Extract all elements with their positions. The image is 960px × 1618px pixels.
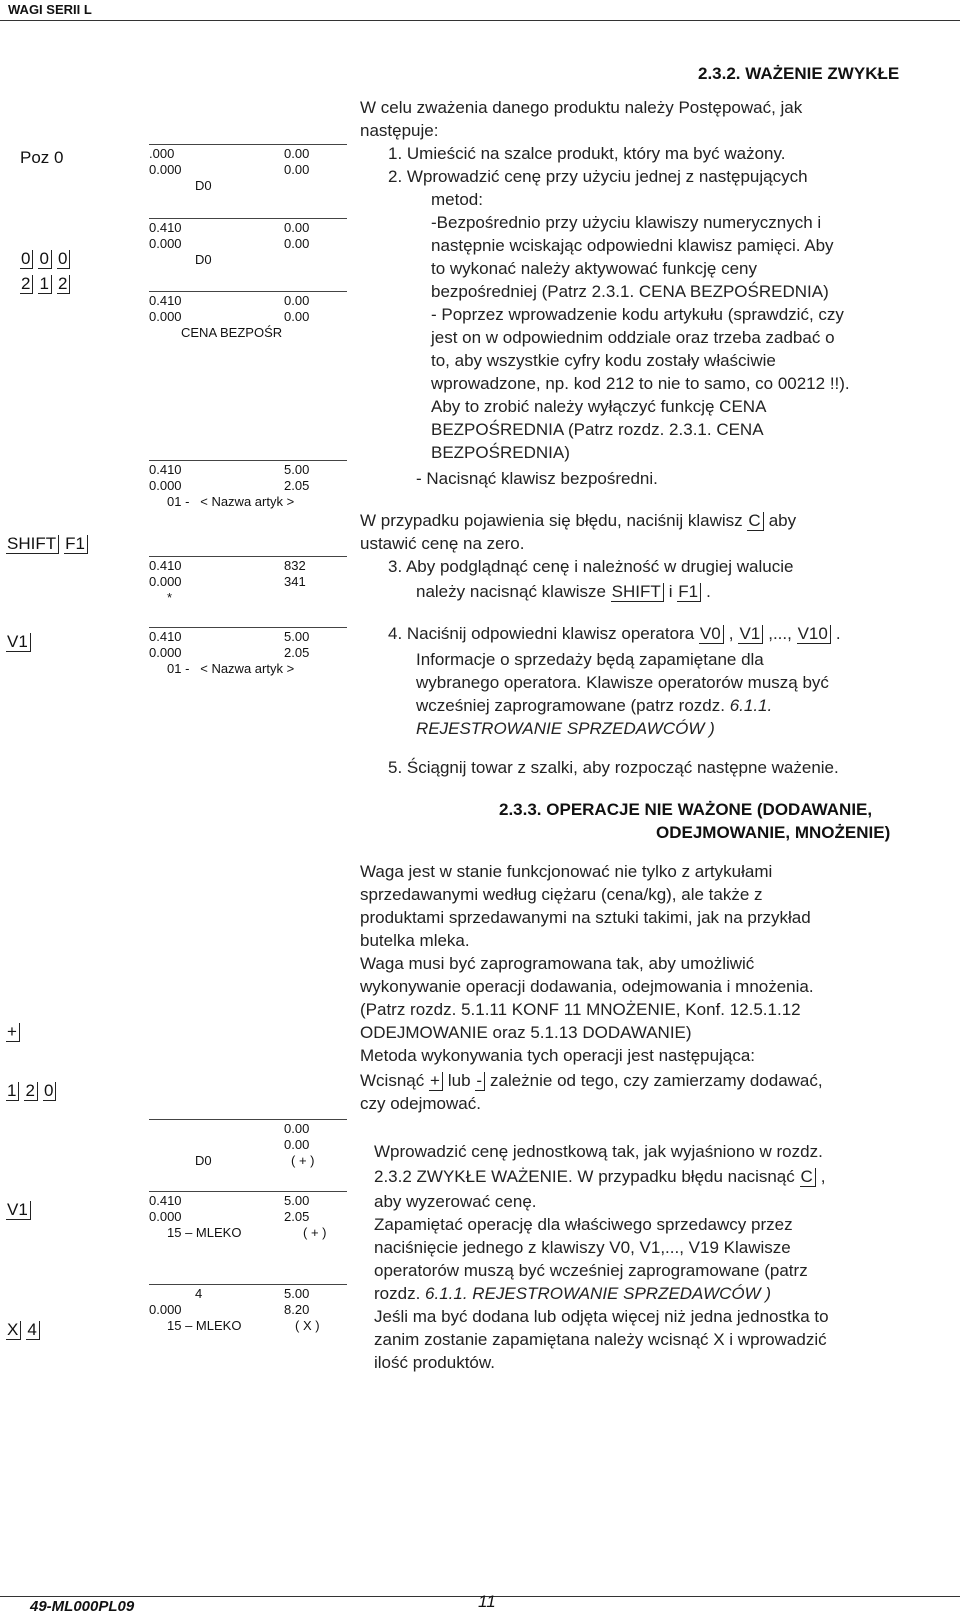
key-v10: V10 bbox=[797, 625, 831, 644]
display-1 bbox=[149, 144, 347, 194]
key-plus: + bbox=[429, 1072, 443, 1091]
text-fragment: Wcisnąć bbox=[360, 1071, 425, 1090]
key-f1: F1 bbox=[677, 583, 701, 602]
display-value: 0.000 bbox=[149, 1209, 182, 1224]
text-line: Jeśli ma być dodana lub odjęta więcej niż jedna jednostka to bbox=[374, 1307, 829, 1326]
text-line: Waga jest w stanie funkcjonować nie tylko z artykułami bbox=[360, 862, 773, 881]
display-9 bbox=[149, 1284, 347, 1334]
key-1: 1 bbox=[6, 1082, 19, 1101]
display-mode: ( + ) bbox=[291, 1153, 315, 1168]
keys-plus bbox=[6, 1022, 25, 1042]
key-0: 0 bbox=[20, 250, 33, 269]
keys-x4 bbox=[6, 1320, 45, 1340]
key-2: 2 bbox=[24, 1082, 37, 1101]
text-line: 2.3.2 ZWYKŁE WAŻENIE. W przypadku błędu nacisnąć C , bbox=[374, 1167, 826, 1186]
text-fragment: 2.3.2 ZWYKŁE WAŻENIE. W przypadku błędu nacisnąć bbox=[374, 1167, 795, 1186]
keys-v1-a bbox=[6, 632, 36, 652]
display-value: 0.410 bbox=[149, 629, 182, 644]
display-value: 5.00 bbox=[284, 1193, 310, 1208]
keys-120 bbox=[6, 1081, 61, 1101]
text-line: Metoda wykonywania tych operacji jest następująca: bbox=[360, 1046, 755, 1065]
display-value: 0.410 bbox=[149, 558, 182, 573]
display-7 bbox=[149, 1119, 347, 1169]
display-caption: D0 bbox=[195, 1153, 212, 1168]
text-line: 1. Umieścić na szalce produkt, który ma być ważony. bbox=[388, 144, 786, 163]
keys-000 bbox=[20, 249, 75, 269]
text-line: wprowadzone, np. kod 212 to nie to samo, co 00212 !!). bbox=[431, 374, 850, 393]
key-2: 2 bbox=[57, 275, 70, 294]
text-line: BEZPOŚREDNIA) bbox=[431, 443, 570, 462]
display-value: 2.05 bbox=[284, 478, 310, 493]
text-line: - Nacisnąć klawisz bezpośredni. bbox=[416, 469, 658, 488]
display-value: .000 bbox=[149, 146, 175, 161]
display-value: 0.00 bbox=[284, 1121, 310, 1136]
text-line: następuje: bbox=[360, 121, 439, 140]
display-value: 5.00 bbox=[284, 462, 310, 477]
text-line: operatorów muszą być wcześniej zaprogramowane (patrz bbox=[374, 1261, 808, 1280]
display-value: 0.410 bbox=[149, 1193, 182, 1208]
text-line: aby wyzerować cenę. bbox=[374, 1192, 537, 1211]
text-line: Zapamiętać operację dla właściwego sprzedawcy przez bbox=[374, 1215, 793, 1234]
text-line: BEZPOŚREDNIA (Patrz rozdz. 2.3.1. CENA bbox=[431, 420, 764, 439]
display-3 bbox=[149, 291, 347, 341]
display-value: 0.00 bbox=[284, 309, 310, 324]
display-value: 0.00 bbox=[284, 236, 310, 251]
key-shift: SHIFT bbox=[611, 583, 664, 602]
keys-212 bbox=[20, 274, 75, 294]
key-v1: V1 bbox=[738, 625, 763, 644]
keys-shift-f1 bbox=[6, 534, 93, 554]
display-2 bbox=[149, 218, 347, 268]
display-value: 0.000 bbox=[149, 162, 182, 177]
text-line: Wprowadzić cenę jednostkową tak, jak wyjaśniono w rozdz. bbox=[374, 1142, 823, 1161]
text-line bbox=[360, 1069, 823, 1092]
display-caption: CENA BEZPOŚR bbox=[181, 325, 283, 340]
display-value: 5.00 bbox=[284, 629, 310, 644]
key-f1: F1 bbox=[64, 535, 88, 554]
text-line bbox=[416, 694, 772, 717]
text-line bbox=[360, 509, 796, 532]
display-5 bbox=[149, 556, 347, 606]
display-value: 0.00 bbox=[284, 293, 310, 308]
display-value: 0.000 bbox=[149, 574, 182, 589]
text-line: Informacje o sprzedaży będą zapamiętane dla bbox=[416, 650, 764, 669]
text-line: sprzedawanymi według ciężaru (cena/kg), ale także z bbox=[360, 885, 763, 904]
display-value: 0.000 bbox=[149, 309, 182, 324]
text-line: butelka mleka. bbox=[360, 931, 470, 950]
section-233-title: 2.3.3. OPERACJE NIE WAŻONE (DODAWANIE, bbox=[499, 800, 873, 819]
text-line: W celu zważenia danego produktu należy Postępować, jak bbox=[360, 98, 803, 117]
display-caption: D0 bbox=[195, 252, 212, 267]
key-x: X bbox=[6, 1321, 21, 1340]
key-v0: V0 bbox=[699, 625, 724, 644]
key-plus: + bbox=[6, 1023, 20, 1042]
display-value: 0.000 bbox=[149, 1302, 182, 1317]
display-value: 0.00 bbox=[284, 220, 310, 235]
display-caption: 15 – MLEKO bbox=[167, 1318, 242, 1333]
display-value: 0.00 bbox=[284, 162, 310, 177]
header-title: WAGI SERII L bbox=[8, 2, 92, 17]
text-line: (Patrz rozdz. 5.1.11 KONF 11 MNOŻENIE, Konf. 12.5.1.12 bbox=[360, 1000, 801, 1019]
footer-doc-code: 49-ML000PL09 bbox=[30, 1598, 135, 1615]
text-line: następnie wciskając odpowiedni klawisz pamięci. Aby bbox=[431, 236, 834, 255]
text-line: ustawić cenę na zero. bbox=[360, 534, 525, 553]
text-line bbox=[374, 1282, 771, 1305]
text-fragment: i bbox=[668, 582, 673, 601]
display-value: 0.000 bbox=[149, 236, 182, 251]
text-line: - Poprzez wprowadzenie kodu artykułu (sprawdzić, czy bbox=[431, 305, 844, 324]
text-line: 5. Ściągnij towar z szalki, aby rozpocząć następne ważenie. bbox=[388, 758, 839, 777]
text-fragment: zależnie od tego, czy zamierzamy dodawać, bbox=[490, 1071, 823, 1090]
key-0: 0 bbox=[38, 250, 51, 269]
display-4 bbox=[149, 460, 347, 510]
display-caption: 01 - < Nazwa artyk > bbox=[167, 494, 295, 509]
text-fragment: 4. Naciśnij odpowiedni klawisz operatora bbox=[388, 624, 695, 643]
keys-v1-b bbox=[6, 1200, 36, 1220]
key-1: 1 bbox=[38, 275, 51, 294]
text-line: bezpośredniej (Patrz 2.3.1. CENA BEZPOŚREDNIA) bbox=[431, 282, 829, 301]
display-8 bbox=[149, 1191, 347, 1241]
display-caption: 15 – MLEKO bbox=[167, 1225, 242, 1240]
text-fragment: 6.1.1. REJESTROWANIE SPRZEDAWCÓW ) bbox=[425, 1284, 772, 1303]
text-line: 2. Wprowadzić cenę przy użyciu jednej z następujących bbox=[388, 167, 808, 186]
text-line: należy nacisnąć klawisze SHIFT i F1 . bbox=[416, 582, 711, 601]
display-mode: ( + ) bbox=[303, 1225, 327, 1240]
text-fragment: rozdz. bbox=[374, 1284, 421, 1303]
text-line: wykonywanie operacji dodawania, odejmowania i mnożenia. bbox=[360, 977, 814, 996]
display-value: 5.00 bbox=[284, 1286, 310, 1301]
key-4: 4 bbox=[26, 1321, 39, 1340]
display-caption: 01 - < Nazwa artyk > bbox=[167, 661, 295, 676]
poz-label: Poz 0 bbox=[20, 148, 64, 167]
text-fragment: W przypadku pojawienia się błędu, naciśnij klawisz bbox=[360, 511, 743, 530]
display-value: 0.000 bbox=[149, 645, 182, 660]
text-line: metod: bbox=[431, 190, 483, 209]
display-value: 0.410 bbox=[149, 220, 182, 235]
text-line: REJESTROWANIE SPRZEDAWCÓW ) bbox=[416, 719, 715, 738]
display-value: 0.000 bbox=[149, 478, 182, 493]
text-line: jest on w odpowiednim oddziale oraz trzeba zadbać o bbox=[431, 328, 835, 347]
text-line: Aby to zrobić należy wyłączyć funkcję CENA bbox=[431, 397, 767, 416]
text-line: czy odejmować. bbox=[360, 1094, 481, 1113]
text-line: Waga musi być zaprogramowana tak, aby umożliwić bbox=[360, 954, 755, 973]
key-0: 0 bbox=[57, 250, 70, 269]
text-line: 3. Aby podglądnąć cenę i należność w drugiej walucie bbox=[388, 557, 794, 576]
display-value: 0.410 bbox=[149, 293, 182, 308]
text-line: produktami sprzedawanymi na sztuki takimi, jak na przykład bbox=[360, 908, 811, 927]
display-caption: D0 bbox=[195, 178, 212, 193]
key-c: C bbox=[800, 1168, 816, 1187]
text-line: ODEJMOWANIE oraz 5.1.13 DODAWANIE) bbox=[360, 1023, 692, 1042]
key-minus: - bbox=[475, 1072, 485, 1091]
display-value: 8.20 bbox=[284, 1302, 310, 1317]
display-value: 341 bbox=[284, 574, 306, 589]
key-v1: V1 bbox=[6, 633, 31, 652]
text-fragment: aby bbox=[768, 511, 797, 530]
display-value: 832 bbox=[284, 558, 306, 573]
key-v1: V1 bbox=[6, 1201, 31, 1220]
text-line: naciśnięcie jednego z klawiszy V0, V1,..., V19 Klawisze bbox=[374, 1238, 791, 1257]
text-line: -Bezpośrednio przy użyciu klawiszy numerycznych i bbox=[431, 213, 822, 232]
display-value: 2.05 bbox=[284, 1209, 310, 1224]
key-2: 2 bbox=[20, 275, 33, 294]
display-mode: ( X ) bbox=[295, 1318, 320, 1333]
text-fragment: lub bbox=[447, 1071, 471, 1090]
key-shift: SHIFT bbox=[6, 535, 59, 554]
text-fragment: 6.1.1. bbox=[729, 696, 773, 715]
text-fragment: wcześniej zaprogramowane (patrz rozdz. bbox=[416, 696, 725, 715]
text-line: to wykonać należy aktywować funkcję ceny bbox=[431, 259, 757, 278]
text-fragment: ,..., bbox=[768, 624, 792, 643]
display-value: 4 bbox=[195, 1286, 203, 1301]
display-value: 0.410 bbox=[149, 462, 182, 477]
page-header bbox=[0, 0, 960, 21]
display-value: 0.00 bbox=[284, 1137, 310, 1152]
text-line: wybranego operatora. Klawisze operatorów muszą być bbox=[416, 673, 829, 692]
section-232-title: 2.3.2. WAŻENIE ZWYKŁE bbox=[698, 64, 900, 83]
display-6 bbox=[149, 627, 347, 677]
display-value: 0.00 bbox=[284, 146, 310, 161]
text-line: zanim zostanie zapamiętana należy wcisnąć X i wprowadzić bbox=[374, 1330, 827, 1349]
text-line: ilość produktów. bbox=[374, 1353, 495, 1372]
text-line: 4. Naciśnij odpowiedni klawisz operatora V0 , V1 ,..., V10 . bbox=[388, 624, 841, 643]
text-line: to, aby wszystkie cyfry kodu zostały właściwie bbox=[431, 351, 776, 370]
page-number: 11 bbox=[478, 1592, 496, 1611]
key-c: C bbox=[747, 512, 763, 531]
section-233-title-2: ODEJMOWANIE, MNOŻENIE) bbox=[656, 823, 891, 842]
text-fragment: należy nacisnąć klawisze bbox=[416, 582, 606, 601]
display-value: 2.05 bbox=[284, 645, 310, 660]
key-0: 0 bbox=[43, 1082, 56, 1101]
display-caption: * bbox=[167, 590, 173, 605]
